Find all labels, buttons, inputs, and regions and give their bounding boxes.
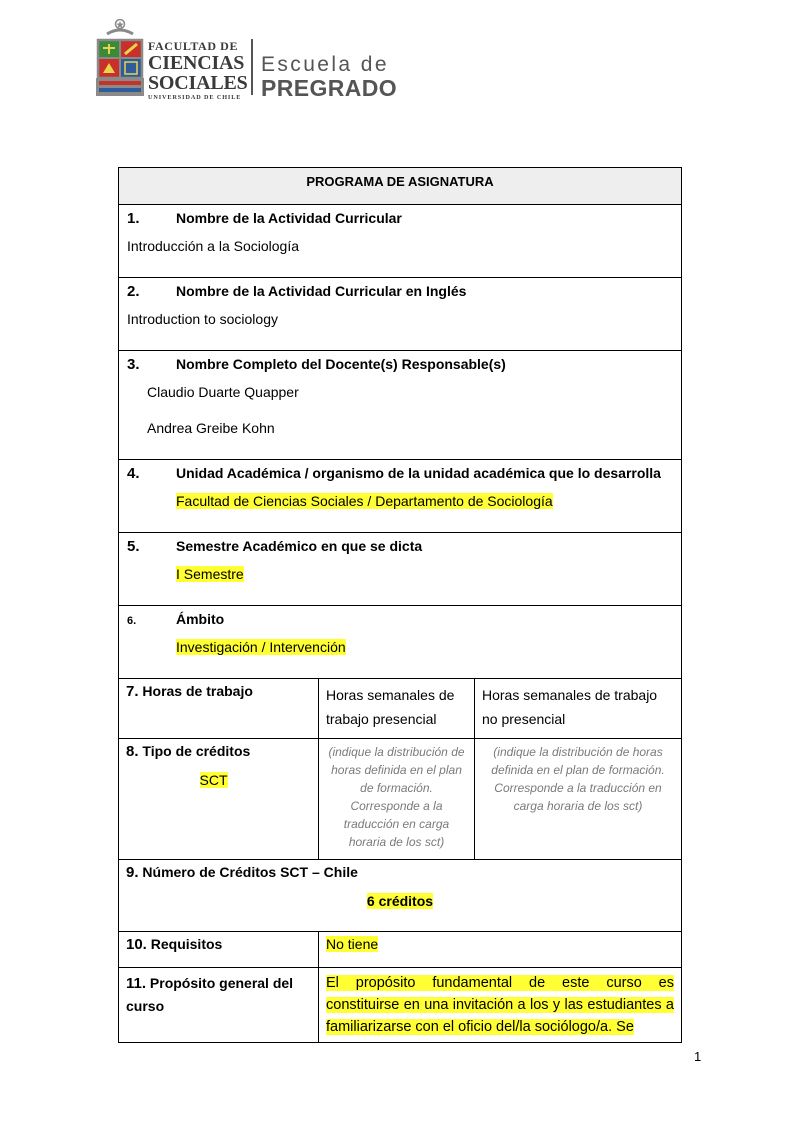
section-1-row bbox=[119, 205, 682, 278]
purpose-text-cell bbox=[319, 968, 682, 1043]
section-3-row bbox=[119, 351, 682, 460]
section-2-number: 2. bbox=[127, 283, 140, 300]
section-4-number: 4. bbox=[127, 465, 140, 482]
nonpresential-hours-header: Horas semanales de trabajo no presencial bbox=[475, 679, 682, 739]
work-hours-cell bbox=[119, 679, 319, 739]
section-3-label: Nombre Completo del Docente(s) Responsable(s) bbox=[176, 356, 506, 372]
teacher-1: Claudio Duarte Quapper bbox=[147, 384, 299, 400]
section-6-label: Ámbito bbox=[176, 611, 225, 627]
course-name: Introducción a la Sociología bbox=[127, 238, 299, 254]
teacher-2: Andrea Greibe Kohn bbox=[147, 420, 275, 436]
section-1-number: 1. bbox=[127, 210, 140, 227]
section-6-row bbox=[119, 606, 682, 679]
credit-type-cell bbox=[119, 739, 319, 860]
page-number: 1 bbox=[694, 1049, 702, 1064]
faculty-line-2: CIENCIAS bbox=[148, 52, 245, 74]
school-line-1: Escuela de bbox=[261, 53, 389, 76]
credits-cell bbox=[119, 860, 682, 932]
requirements-value: No tiene bbox=[326, 936, 379, 952]
section-10-number: 10. bbox=[126, 936, 147, 953]
semester: I Semestre bbox=[176, 566, 244, 582]
section-5-header bbox=[127, 536, 673, 556]
section-3-number: 3. bbox=[127, 356, 140, 373]
requirements-cell bbox=[119, 932, 319, 968]
section-1-header bbox=[127, 208, 673, 228]
purpose-cell bbox=[119, 968, 319, 1043]
section-8-label: Tipo de créditos bbox=[142, 743, 251, 759]
section-4-header bbox=[127, 463, 673, 483]
section-11-number: 11. bbox=[126, 975, 147, 992]
section-6-header bbox=[127, 609, 673, 629]
section-2-row bbox=[119, 278, 682, 351]
presential-hours-hint: (indique la distribución de horas definida en el plan de formación. Corresponde a la traducción en carga horaria de los sct) bbox=[319, 739, 475, 860]
section-10-label: Requisitos bbox=[150, 936, 223, 952]
logo-divider bbox=[251, 39, 253, 95]
section-4-row bbox=[119, 460, 682, 533]
section-8-row bbox=[119, 739, 682, 860]
credits-value: 6 créditos bbox=[366, 893, 434, 909]
section-11-row bbox=[119, 968, 682, 1043]
section-5-number: 5. bbox=[127, 538, 140, 555]
section-4-label: Unidad Académica / organismo de la unidad académica que lo desarrolla bbox=[176, 465, 661, 481]
course-name-english: Introduction to sociology bbox=[127, 311, 278, 327]
university-name: UNIVERSIDAD DE CHILE bbox=[148, 94, 242, 101]
school-name bbox=[261, 54, 397, 101]
section-1-label: Nombre de la Actividad Curricular bbox=[176, 210, 402, 226]
section-11-label: Propósito general del curso bbox=[126, 975, 294, 1014]
presential-hours-header: Horas semanales de trabajo presencial bbox=[319, 679, 475, 739]
section-7-row bbox=[119, 679, 682, 739]
section-9-label: Número de Créditos SCT – Chile bbox=[142, 864, 358, 880]
section-7-label: Horas de trabajo bbox=[142, 683, 253, 699]
section-9-number: 9. bbox=[126, 864, 139, 881]
nonpresential-hours-hint: (indique la distribución de horas definida en el plan de formación. Corresponde a la traducción en carga horaria de los sct) bbox=[475, 739, 682, 860]
faculty-line-1: FACULTAD DE bbox=[148, 39, 239, 53]
table-title-row bbox=[119, 168, 682, 205]
section-5-label: Semestre Académico en que se dicta bbox=[176, 538, 423, 554]
university-seal-icon bbox=[95, 18, 145, 102]
school-line-2: PREGRADO bbox=[261, 75, 398, 101]
section-8-number: 8. bbox=[126, 743, 139, 760]
section-10-row bbox=[119, 932, 682, 968]
scope: Investigación / Intervención bbox=[176, 639, 346, 655]
section-6-number: 6. bbox=[127, 615, 137, 627]
section-5-row bbox=[119, 533, 682, 606]
section-3-header bbox=[127, 354, 673, 374]
credit-type-value: SCT bbox=[199, 772, 228, 788]
program-table bbox=[118, 167, 682, 1043]
program-title: PROGRAMA DE ASIGNATURA bbox=[119, 168, 682, 205]
section-7-number: 7. bbox=[126, 683, 139, 700]
section-2-label: Nombre de la Actividad Curricular en Inglés bbox=[176, 283, 467, 299]
academic-unit: Facultad de Ciencias Sociales / Departamento de Sociología bbox=[176, 493, 553, 509]
section-2-header bbox=[127, 281, 673, 301]
faculty-line-3: SOCIALES bbox=[148, 72, 248, 94]
faculty-logo bbox=[95, 18, 398, 104]
section-9-row bbox=[119, 860, 682, 932]
purpose-value: El propósito fundamental de este curso es constituirse en una invitación a los y las estudiantes a familiarizarse con el oficio del/la sociólogo/a. Se bbox=[326, 975, 674, 1035]
